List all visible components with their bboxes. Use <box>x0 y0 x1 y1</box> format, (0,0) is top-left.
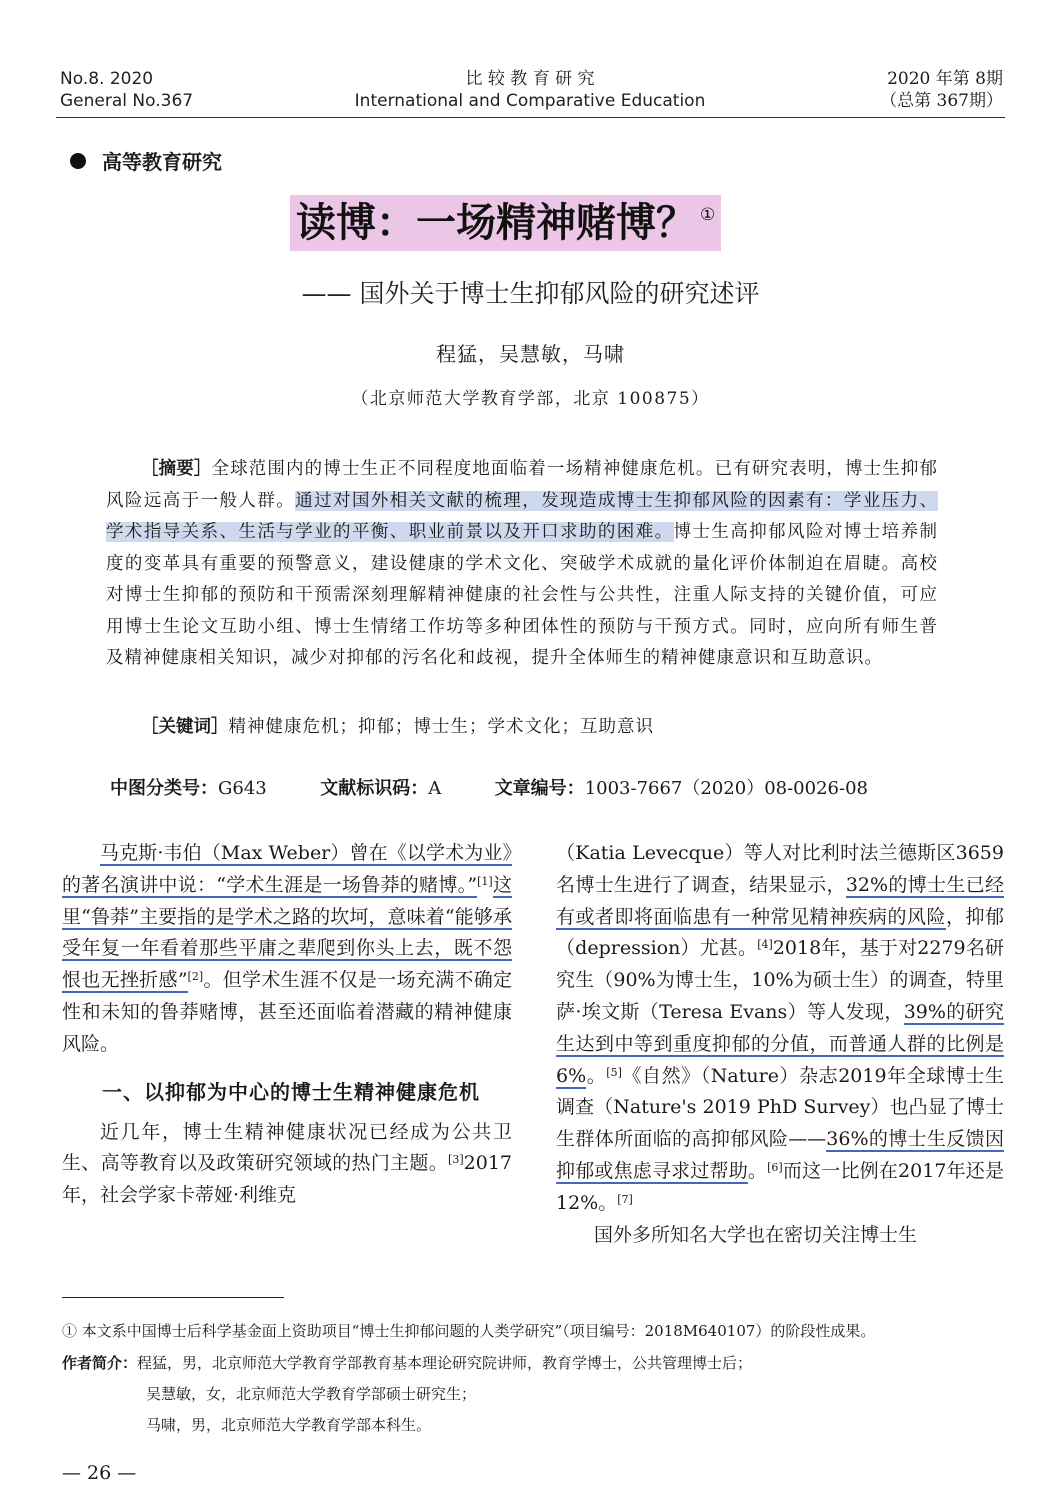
paragraph-text: 。 <box>747 1159 768 1182</box>
citation: [3] <box>448 1153 464 1167</box>
paragraph <box>556 838 1004 1220</box>
clc-value: G643 <box>218 778 267 799</box>
author-bio <box>62 1348 1022 1378</box>
paragraph-text: ，抑郁（depression）尤甚。 <box>556 905 1004 960</box>
paragraph-text: 《自然》（Nature）杂志2019年全球博士生调查（Nature's 2019 PhD Survey）也凸显了博士生群体所面临的高抑郁风险—— <box>556 1064 1004 1151</box>
total-issue: （总第 367期） <box>880 91 1003 111</box>
citation: [1] <box>477 874 493 888</box>
header-rule <box>56 117 1005 118</box>
author-bio-label: 作者简介： <box>62 1354 138 1372</box>
abstract-highlight: 通过对国外相关文献的梳理，发现造成博士生抑郁风险的因素有：学业压力、学术指导关系、生活与学业的平衡、职业前景以及开口求助的困难。 <box>106 490 938 542</box>
article-subtitle: —— 国外关于博士生抑郁风险的研究述评 <box>301 279 760 308</box>
article-title <box>290 195 721 251</box>
underlined-finding: 32%的博士生已经有或者即将面临患有一种常见精神疾病的风险 <box>556 873 1004 928</box>
paragraph <box>62 1117 512 1212</box>
underlined-finding: 39%的研究生达到中等到重度抑郁的分值，而普通人群的比例是6% <box>556 1000 1004 1087</box>
general-number: General No.367 <box>60 91 194 111</box>
paragraph-text: 2017年，社会学家卡蒂娅·利维克 <box>62 1152 512 1207</box>
underlined-finding: 36%的博士生反馈因抑郁或焦虑寻求过帮助 <box>556 1128 1004 1182</box>
article-number-value: 1003-7667（2020）08-0026-08 <box>584 778 868 799</box>
paragraph <box>62 838 512 1061</box>
underlined-quote: 这里“鲁莽”主要指的是学术之路的坎坷，意味着“能够承受年复一年看着那些平庸之辈爬到你头上去，既不怨恨也无挫折感” <box>62 873 512 992</box>
paragraph: 国外多所知名大学也在密切关注博士生 <box>594 1223 918 1246</box>
body-right-column <box>556 838 1004 1251</box>
section-heading: 一、以抑郁为中心的博士生精神健康危机 <box>102 1079 480 1104</box>
clc-label: 中图分类号： <box>110 778 218 799</box>
journal-issue <box>60 68 193 112</box>
citation: [4] <box>757 938 773 952</box>
abstract-text-1: 全球范围内的博士生正不同程度地面临着一场精神健康危机。已有研究表明，博士生抑郁风险远高于一般人群。 <box>106 459 939 511</box>
author-bio-2: 吴慧敏，女，北京师范大学教育学部硕士研究生； <box>146 1385 477 1403</box>
section-label-text: 高等教育研究 <box>102 150 222 174</box>
paragraph-text: 而这一比例在2017年还是12%。 <box>556 1159 1004 1214</box>
paragraph-text: 。 <box>586 1064 607 1087</box>
abstract-text-2: 博士生高抑郁风险对博士培养制度的变革具有重要的预警意义，建设健康的学术文化、突破学术成就的量化评价体制迫在眉睫。高校对博士生抑郁的预防和干预需深刻理解精神健康的社会性与公共性，注重人际支持的关键价值，可应用博士生论文互助小组、博士生情绪工作坊等多种团体性的预防与干预方式。同时，应向所有师生普及精神健康相关知识，减少对抑郁的污名化和歧视，提升全体师生的精神健康意识和互助意识。 <box>106 522 939 668</box>
paragraph-text: 近几年，博士生精神健康状况已经成为公共卫生、高等教育以及政策研究领域的热门主题。 <box>62 1120 512 1175</box>
underlined-quote: 马克斯·韦伯（Max Weber）曾在《以学术为业》的著名演讲中说：“学术生涯是一场鲁莽的赌博。” <box>62 842 512 896</box>
keywords <box>106 712 938 744</box>
citation: [6] <box>767 1160 783 1174</box>
body-left-column <box>62 838 512 1212</box>
author-bio-3: 马啸，男，北京师范大学教育学部本科生。 <box>146 1416 432 1434</box>
article-title-text: 读博：一场精神赌博？ <box>296 200 696 246</box>
citation: [2] <box>187 970 204 984</box>
citation: [5] <box>606 1065 622 1079</box>
title-footnote-mark: ① <box>700 205 716 225</box>
keywords-text: 精神健康危机；抑郁；博士生；学术文化；互助意识 <box>228 717 654 737</box>
author-bio-1: 程猛，男，北京师范大学教育学部教育基本理论研究院讲师，教育学博士，公共管理博士后； <box>137 1354 753 1372</box>
journal-title <box>300 68 760 112</box>
doc-code-label: 文献标识码： <box>320 778 429 799</box>
section-label <box>70 146 222 175</box>
citation: [7] <box>617 1192 633 1206</box>
journal-title-cn: 比 较 教 育 研 究 <box>465 69 595 89</box>
authors: 程猛，吴慧敏，马啸 <box>436 342 625 366</box>
affiliation: （北京师范大学教育学部，北京 100875） <box>351 389 710 409</box>
year-issue: 2020 年第 8期 <box>887 69 1003 89</box>
journal-title-en: International and Comparative Education <box>354 91 706 111</box>
doc-code-value: A <box>428 778 442 799</box>
abstract-label: ［摘要］ <box>141 459 212 479</box>
article-number-label: 文章编号： <box>494 778 585 799</box>
footnote-rule <box>62 1297 284 1298</box>
abstract <box>106 454 938 675</box>
paragraph-text: （Katia Levecque）等人对比利时法兰德斯区3659名博士生进行了调查，结果显示， <box>556 842 1004 896</box>
classification-line <box>110 774 868 800</box>
paragraph-text: 2018年，基于对2279名研究生（90%为博士生，10%为硕士生）的调查，特里萨·埃文斯（Teresa Evans）等人发现， <box>556 937 1004 1023</box>
journal-year-issue <box>880 68 1003 112</box>
page-number: — 26 — <box>62 1462 137 1484</box>
issue-number: No.8. 2020 <box>60 69 154 89</box>
paragraph-text: 。但学术生涯不仅是一场充满不确定性和未知的鲁莽赌博，甚至还面临着潜藏的精神健康风险。 <box>62 969 512 1055</box>
keywords-label: ［关键词］ <box>141 717 229 737</box>
bullet-icon <box>70 153 86 169</box>
footnote-funding: ① 本文系中国博士后科学基金面上资助项目“博士生抑郁问题的人类学研究”（项目编号：2018M640107）的阶段性成果。 <box>62 1322 876 1340</box>
